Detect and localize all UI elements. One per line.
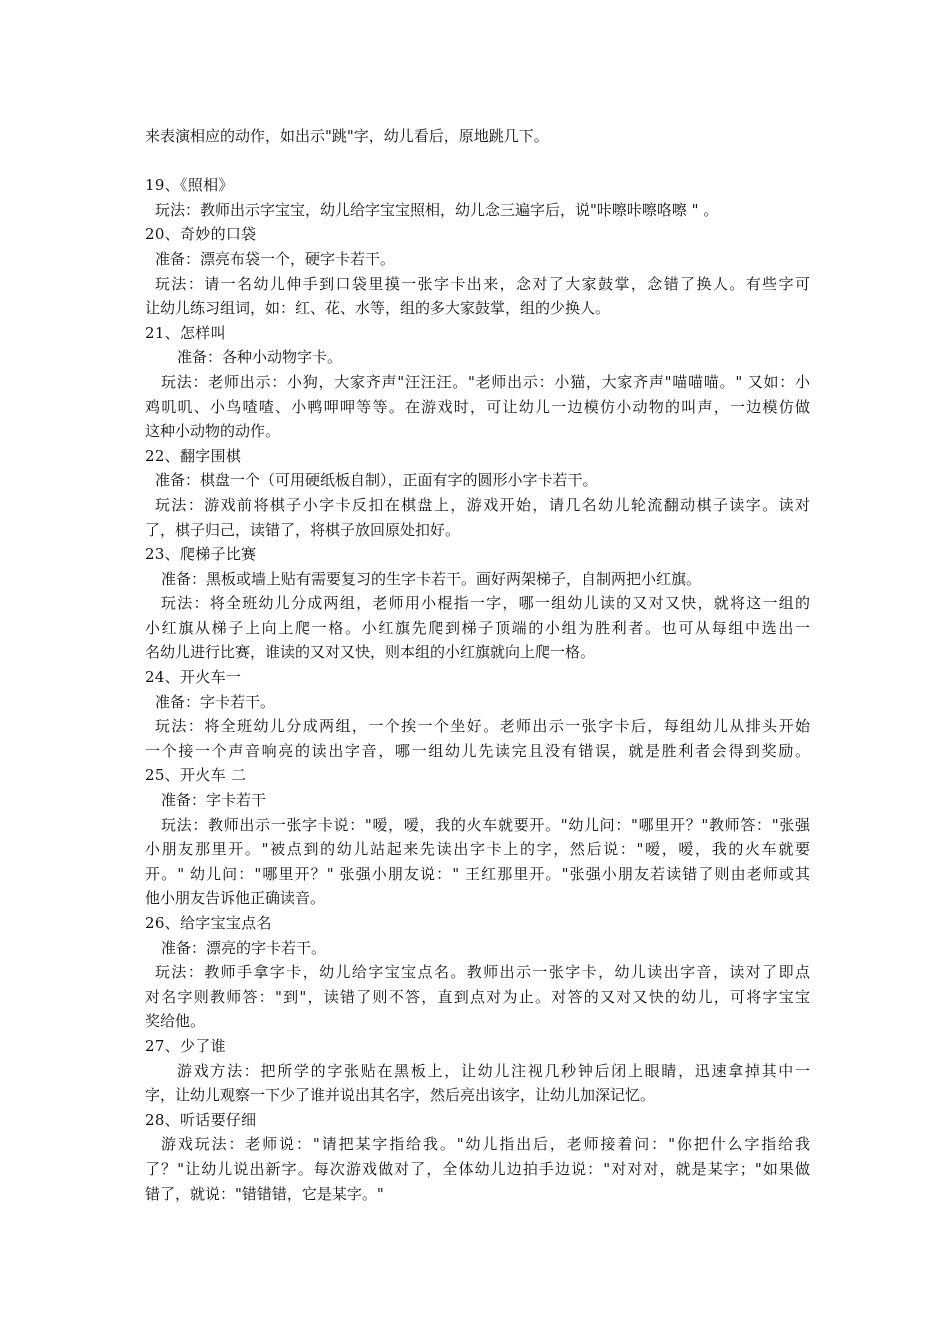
text-line: 准备：字卡若干。 <box>155 692 276 711</box>
game-heading: 20、奇妙的口袋 <box>145 225 257 244</box>
text-line: 玩法：教师手拿字卡，幼儿给字宝宝点名。教师出示一张字卡，幼儿读出字音，读对了即点 <box>155 963 810 982</box>
text-line: 玩法：教师出示字宝宝，幼儿给字宝宝照相，幼儿念三遍字后，说"咔嚓咔嚓咯嚓 " 。 <box>155 200 719 219</box>
text-line: 开。" 幼儿问："哪里开？" 张强小朋友说：" 王红那里开。"张强小朋友若读错了则由老师或其 <box>145 864 810 883</box>
game-heading: 26、给字宝宝点名 <box>145 914 272 932</box>
game-heading: 27、少了谁 <box>145 1036 226 1055</box>
game-heading: 19、《照相》 <box>145 176 234 195</box>
game-heading: 22、翻字围棋 <box>145 446 242 465</box>
game-heading: 24、开火车一 <box>145 668 242 687</box>
text-line: 游戏方法：把所学的字张贴在黑板上，让幼儿注视几秒钟后闭上眼睛，迅速拿掉其中一 <box>177 1061 810 1080</box>
text-line: 了？"让幼儿说出新字。每次游戏做对了，全体幼儿边拍手边说："对对对，就是某字；"如果做 <box>145 1159 810 1178</box>
text-line: 鸡叽叽、小鸟喳喳、小鸭呷呷等等。在游戏时，可让幼儿一边模仿小动物的叫声，一边模仿做 <box>145 397 810 416</box>
game-heading: 23、爬梯子比赛 <box>145 545 257 564</box>
text-line: 准备：黑板或墙上贴有需要复习的生字卡若干。画好两架梯子，自制两把小红旗。 <box>161 569 702 588</box>
text-line: 玩法：老师出示：小狗，大家齐声"汪汪汪。"老师出示：小猫，大家齐声"喵喵喵。" 又如：小 <box>161 372 810 391</box>
text-line: 玩法：游戏前将棋子小字卡反扣在棋盘上，游戏开始，请几名幼儿轮流翻动棋子读字。读对 <box>155 495 810 514</box>
text-line: 准备：字卡若干 <box>161 791 267 810</box>
document-body <box>145 124 810 1206</box>
text-line: 错了，就说："错错错，它是某字。" <box>145 1184 384 1203</box>
text-line: 对名字则教师答："到"，读错了则不答，直到点对为止。对答的又对又快的幼儿，可将字宝宝 <box>145 987 810 1006</box>
text-line: 小红旗从梯子上向上爬一格。小红旗先爬到梯子顶端的小组为胜利者。也可从每组中选出一 <box>145 618 810 637</box>
text-line: 他小朋友告诉他正确读音。 <box>145 889 326 908</box>
text-line: 准备：棋盘一个（可用硬纸板自制），正面有字的圆形小字卡若干。 <box>155 471 598 490</box>
text-line: 这种小动物的动作。 <box>145 422 281 441</box>
text-line: 玩法：教师出示一张字卡说："嗳，嗳，我的火车就要开。"幼儿问："哪里开？"教师答："张强 <box>161 815 810 834</box>
text-line: 奖给他。 <box>145 1012 206 1031</box>
text-line: 名幼儿进行比赛，谁读的又对又快，则本组的小红旗就向上爬一格。 <box>145 643 596 662</box>
text-line: 来表演相应的动作，如出示"跳"字，幼儿看后，原地跳几下。 <box>145 127 549 145</box>
text-line: 小朋友那里开。"被点到的幼儿站起来先读出字卡上的字，然后说："嗳，嗳，我的火车就要 <box>145 840 810 859</box>
game-heading: 21、怎样叫 <box>145 323 226 342</box>
game-heading: 28、听话要仔细 <box>145 1110 257 1129</box>
text-line: 准备：漂亮布袋一个，硬字卡若干。 <box>155 249 396 268</box>
text-line: 准备：漂亮的字卡若干。 <box>161 938 327 957</box>
text-line: 字，让幼儿观察一下少了谁并说出其名字，然后亮出该字，让幼儿加深记忆。 <box>145 1086 656 1105</box>
blank-line <box>145 149 810 174</box>
game-heading: 25、开火车 二 <box>145 766 247 785</box>
text-line: 游戏玩法：老师说："请把某字指给我。"幼儿指出后，老师接着问："你把什么字指给我 <box>161 1135 810 1154</box>
text-line: 玩法：将全班幼儿分成两组，老师用小棍指一字，哪一组幼儿读的又对又快，就将这一组的 <box>161 594 810 613</box>
text-line: 玩法：将全班幼儿分成两组，一个挨一个坐好。老师出示一张字卡后，每组幼儿从排头开始 <box>155 717 810 736</box>
text-line: 玩法：请一名幼儿伸手到口袋里摸一张字卡出来，念对了大家鼓掌，念错了换人。有些字可 <box>155 274 810 293</box>
text-line: 了，棋子归己，读错了，将棋子放回原处扣好。 <box>145 520 461 539</box>
text-line: 一个接一个声音响亮的读出字音，哪一组幼儿先读完且没有错误，就是胜利者会得到奖励。 <box>145 741 810 760</box>
text-line: 让幼儿练习组词，如：红、花、水等，组的多大家鼓掌，组的少换人。 <box>145 299 611 318</box>
text-line: 准备：各种小动物字卡。 <box>177 348 343 367</box>
